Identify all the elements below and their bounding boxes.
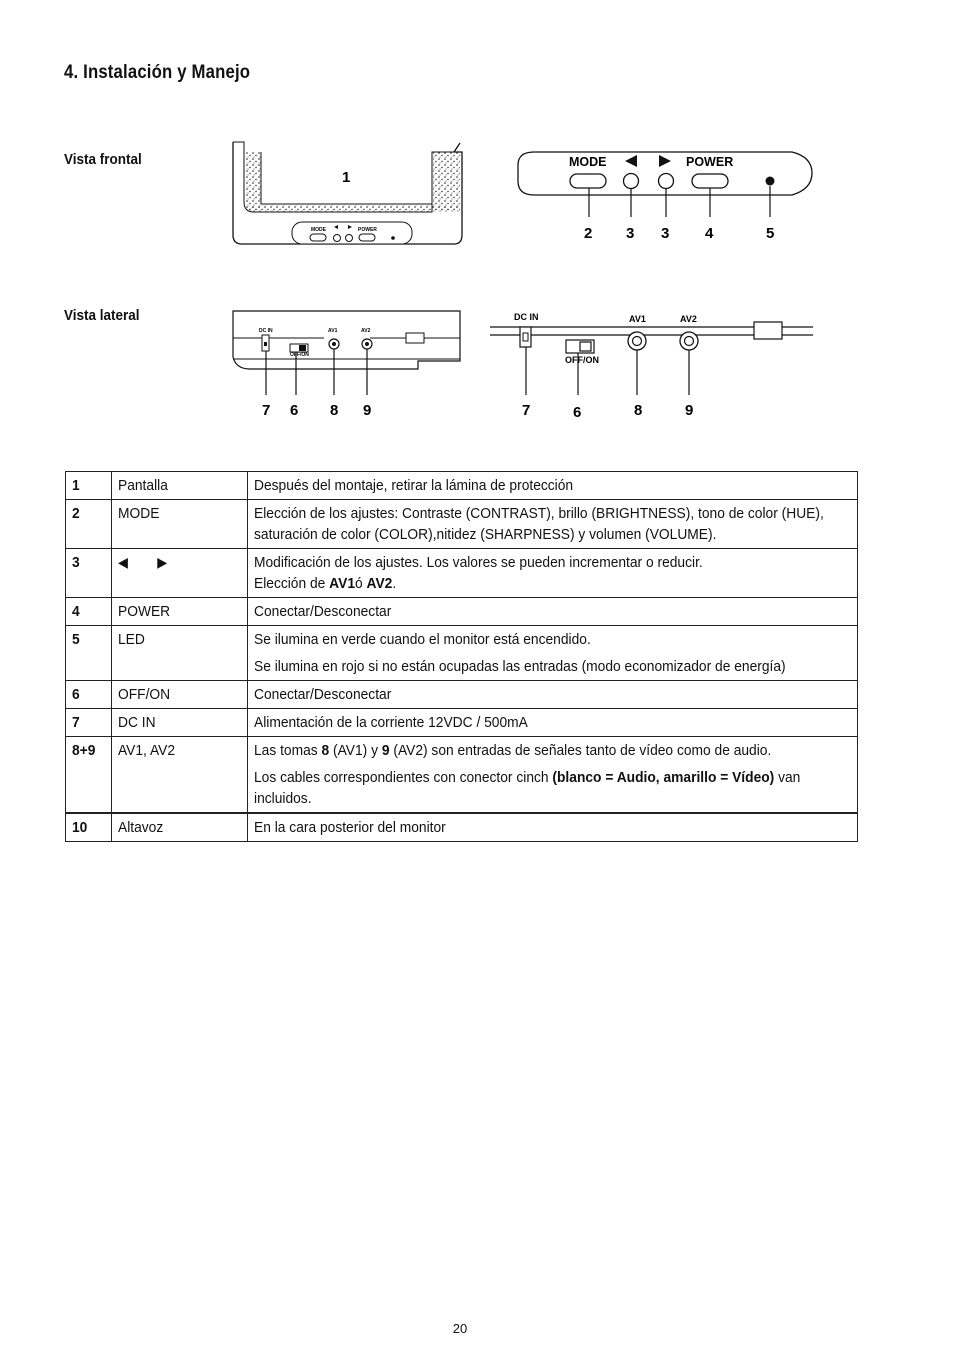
row-number: 7 [72,714,80,731]
row-number: 6 [72,686,80,703]
dcin-label: DC IN [514,312,539,322]
row-description: Conectar/Desconectar [254,603,392,620]
row-name: Altavoz [118,819,164,836]
row-number: 4 [72,603,80,620]
desc-text: (AV1) y [329,742,382,759]
side-small-dcin-label: DC IN [259,328,273,334]
desc-text: Los cables correspondientes con conector cinch [254,769,553,786]
front-small-power-label: POWER [358,227,377,233]
row-description: Se ilumina en verde cuando el monitor está encendido. [254,631,591,648]
mode-button-label: MODE [569,155,607,169]
row-description: Conectar/Desconectar [254,686,392,703]
section-heading: 4. Instalación y Manejo [64,62,251,83]
row-description: Después del montaje, retirar la lámina de protección [254,477,574,494]
callout-3a: 3 [626,225,635,242]
table-row [66,472,858,500]
row-number: 3 [72,554,80,571]
arrow-keys-icon: ◀ ▶ [118,554,181,570]
led-indicator [766,177,775,186]
row-number: 8+9 [72,742,96,759]
table-row [66,709,858,737]
callout-3b: 3 [661,225,670,242]
page-number: 20 [452,1321,468,1336]
callout-7-large: 7 [522,402,531,419]
row-name: Pantalla [118,477,168,494]
desc-line: Modificación de los ajustes. Los valores se pueden incrementar o reducir. [254,554,703,571]
power-button-shape [692,174,728,188]
desc-bold: (blanco = Audio, amarillo = Vídeo) [552,769,775,786]
row-name: MODE [118,505,160,522]
row-description-2 [254,767,847,809]
row-description: Alimentación de la corriente 12VDC / 500mA [254,714,528,731]
callout-9: 9 [363,402,372,419]
side-view-label: Vista lateral [64,307,140,324]
mode-button-shape [570,174,606,188]
left-button-shape [624,174,639,189]
desc-text: van incluidos. [254,769,801,807]
row-name: AV1, AV2 [118,742,176,759]
row-name: OFF/ON [118,686,171,703]
front-view-diagram [228,140,468,250]
desc-text: Las tomas [254,742,322,759]
callout-4: 4 [705,225,714,242]
row-name: DC IN [118,714,156,731]
row-description: En la cara posterior del monitor [254,819,446,836]
table-row [66,681,858,709]
row-number: 10 [72,819,88,836]
desc-bold-av2: AV2 [366,575,393,592]
desc-bold: 9 [381,742,390,759]
desc-text: Elección de [254,575,330,592]
row-description: Elección de los ajustes: Contraste (CONTRAST), brillo (BRIGHTNESS), tono de color (HUE), saturación de color (COLOR),nitidez (SHARPNESS) y volumen (VOLUME). [254,505,824,543]
callout-8-large: 8 [634,402,643,419]
callout-1: 1 [342,169,351,186]
side-small-av2-label: AV2 [361,328,371,334]
table-row [66,626,858,681]
row-description [254,552,847,594]
callout-6-large: 6 [573,404,582,421]
callout-8: 8 [330,402,339,419]
callout-6: 6 [290,402,299,419]
side-small-offon-label: OFF/ON [290,352,309,358]
power-button-label: POWER [686,155,734,169]
desc-bold-av1: AV1 [329,575,356,592]
front-panel-closeup [512,145,822,250]
table-row [66,598,858,626]
av1-label: AV1 [629,314,646,324]
row-number: 1 [72,477,80,494]
row-number: 5 [72,631,80,648]
table-row [66,737,858,814]
row-name: LED [118,631,145,648]
row-name: POWER [118,603,171,620]
table-row [66,813,858,842]
av2-label: AV2 [680,314,697,324]
callout-5: 5 [766,225,775,242]
callout-9-large: 9 [685,402,694,419]
row-number: 2 [72,505,80,522]
callout-2: 2 [584,225,593,242]
right-button-shape [659,174,674,189]
desc-text: . [392,575,397,592]
legend-table [65,471,858,842]
desc-text: ó [355,575,367,592]
callout-7: 7 [262,402,271,419]
offon-label: OFF/ON [565,355,599,365]
table-row [66,549,858,598]
side-small-av1-label: AV1 [328,328,338,334]
desc-text: (AV2) son entradas de señales tanto de vídeo como de audio. [389,742,772,759]
row-description-2: Se ilumina en rojo si no están ocupadas las entradas (modo economizador de energía) [254,658,786,675]
desc-bold: 8 [321,742,330,759]
table-row [66,500,858,549]
side-panel-closeup [486,305,816,423]
side-view-diagram [228,305,468,423]
front-small-mode-label: MODE [311,227,326,233]
front-view-label: Vista frontal [64,151,142,168]
row-description [254,740,847,761]
